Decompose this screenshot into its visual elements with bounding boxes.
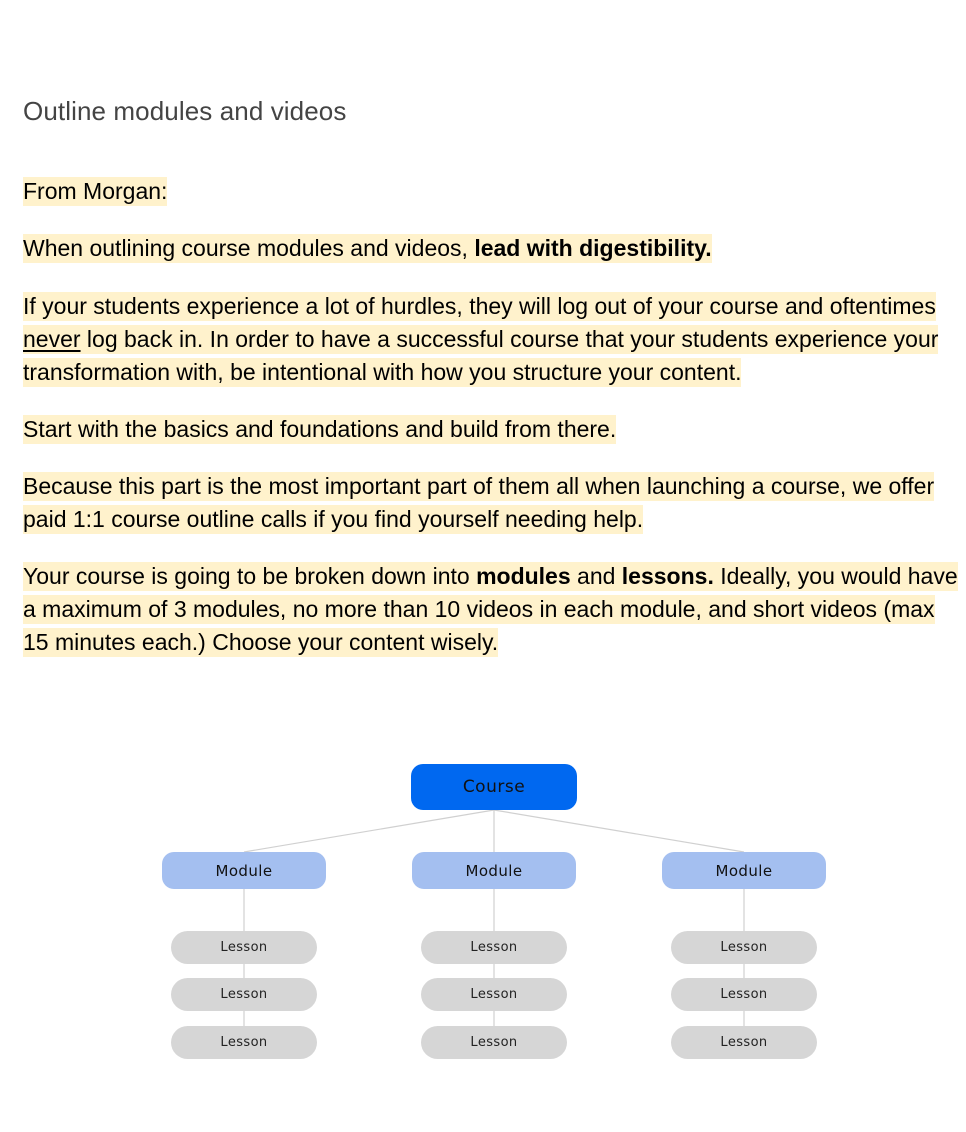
connector-course-module <box>244 810 494 852</box>
highlighted-text <box>23 292 938 387</box>
module-node-label: Module <box>215 861 273 880</box>
lesson-node-label: Lesson <box>470 1035 518 1050</box>
lesson-node <box>421 931 567 964</box>
text-run: Ideally, you would have a maximum of 3 modules, no more than 10 videos in each module, and short videos (max 15 minutes each.) Choose your content wisely. <box>23 563 958 655</box>
highlighted-text <box>23 562 958 657</box>
paragraph-modules-lessons <box>23 560 963 659</box>
course-node <box>411 764 577 810</box>
connector-course-module <box>494 810 744 852</box>
lesson-node <box>171 978 317 1011</box>
text-run: Your course is going to be broken down into <box>23 563 477 589</box>
module-node-label: Module <box>715 861 773 880</box>
bold-text: lead with digestibility. <box>474 235 712 261</box>
bold-text: modules <box>476 563 571 589</box>
lesson-node-label: Lesson <box>220 1035 268 1050</box>
lesson-node <box>671 978 817 1011</box>
course-node-label: Course <box>462 777 526 797</box>
paragraph-digestibility <box>23 232 963 265</box>
lesson-node-label: Lesson <box>720 940 768 955</box>
underlined-text: never <box>23 326 81 352</box>
lesson-node-label: Lesson <box>470 987 518 1002</box>
text-run: log back in. In order to have a successful course that your students experience your transformation with, be intentional with how you structure your content. <box>23 326 939 385</box>
lesson-node <box>671 1026 817 1059</box>
lesson-node <box>171 1026 317 1059</box>
highlighted-text: Start with the basics and foundations and build from there. <box>23 416 617 442</box>
lesson-node-label: Lesson <box>220 940 268 955</box>
lesson-node-label: Lesson <box>720 987 768 1002</box>
module-node <box>412 852 576 889</box>
paragraph-from-morgan <box>23 175 963 208</box>
text-run: If your students experience a lot of hurdles, they will log out of your course and oftentimes <box>23 293 936 319</box>
lesson-node <box>421 1026 567 1059</box>
highlighted-text <box>23 234 712 263</box>
lesson-node-label: Lesson <box>470 940 518 955</box>
lesson-node <box>421 978 567 1011</box>
lesson-node-label: Lesson <box>720 1035 768 1050</box>
text-run: When outlining course modules and videos, <box>23 235 475 261</box>
section-heading: Outline modules and videos <box>23 96 347 126</box>
text-run: and <box>570 563 622 589</box>
lesson-node <box>671 931 817 964</box>
lesson-node-label: Lesson <box>220 987 268 1002</box>
highlighted-text: Because this part is the most important part of them all when launching a course, we offer paid 1:1 course outline calls if you find yourself needing help. <box>23 473 935 532</box>
lesson-node <box>171 931 317 964</box>
module-node <box>162 852 326 889</box>
paragraph-outline-calls <box>23 470 963 536</box>
module-node <box>662 852 826 889</box>
paragraph-basics <box>23 413 963 446</box>
highlighted-text: From Morgan: <box>23 178 168 204</box>
paragraph-hurdles <box>23 290 963 389</box>
bold-text: lessons. <box>621 563 714 589</box>
module-node-label: Module <box>465 861 523 880</box>
